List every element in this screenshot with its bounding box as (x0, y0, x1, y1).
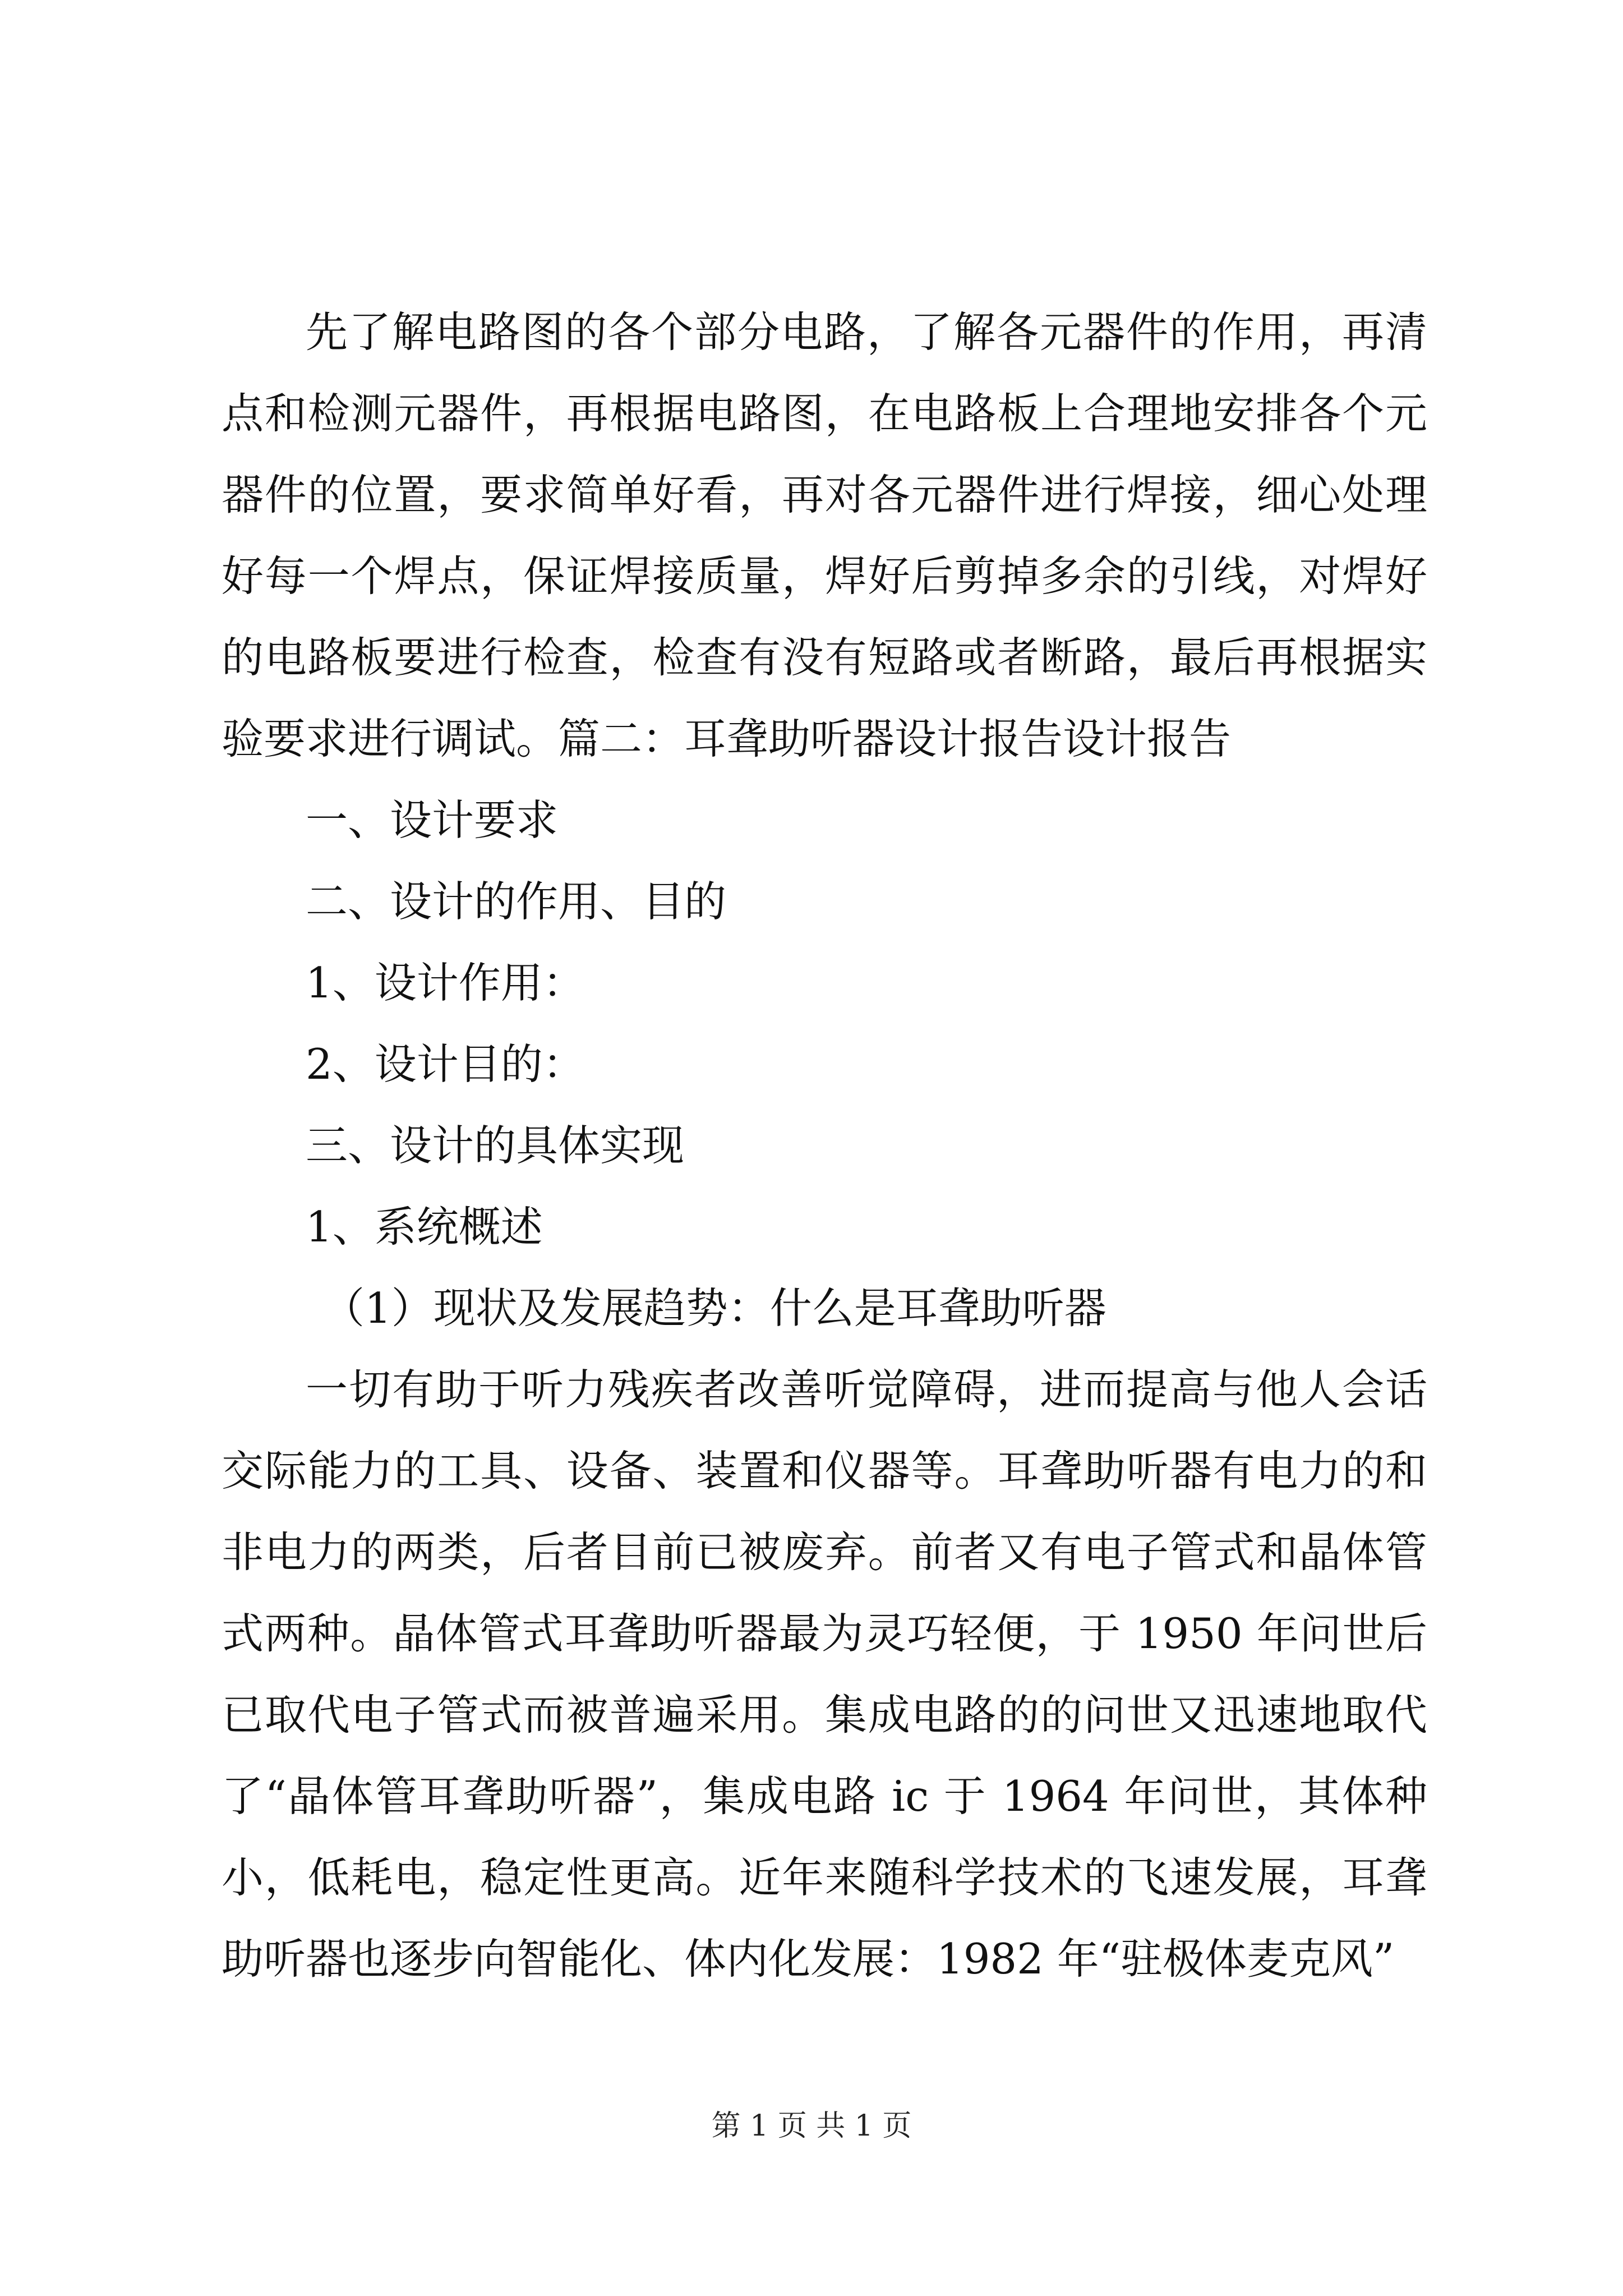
section-heading: 二、设计的作用、目的 (306, 877, 727, 926)
body-paragraph: 先了解电路图的各个部分电路，了解各元器件的作用，再清点和检测元器件，再根据电路图，在电路板上合理地安排各个元器件的位置，要求简单好看，再对各元器件进行焊接，细心处理好每一个焊点，保证焊接质量，焊好后剪掉多余的引线，对焊好的电路板要进行检查，检查有没有短路或者断路，最后再根据实验要求进行调试。篇二：耳聋助听器设计报告设计报告 (222, 307, 1427, 763)
section-heading: 一、设计要求 (306, 795, 559, 845)
page-footer: 第 1 页 共 1 页 (711, 2109, 912, 2143)
list-item: 1、系统概述 (306, 1202, 543, 1251)
list-item: 2、设计目的： (306, 1039, 585, 1089)
section-heading: 三、设计的具体实现 (306, 1121, 685, 1170)
list-item: 1、设计作用： (306, 958, 585, 1007)
body-paragraph: 一切有助于听力残疾者改善听觉障碍，进而提高与他人会话交际能力的工具、设备、装置和仪器等。耳聋助听器有电力的和非电力的两类，后者目前已被废弃。前者又有电子管式和晶体管式两种。晶体管式耳聋助听器最为灵巧轻便，于 1950 年问世后已取代电子管式而被普遍采用。集成电路的的问世又迅速地取代了“晶体管耳聋助听器”，集成电路 ic 于 1964 年问世，其体种小，低耗电，稳定性更高。近年来随科学技术的飞速发展，耳聋助听器也逐步向智能化、体内化发展：1982 年“驻极体麦克风” (222, 1365, 1427, 1984)
sub-list-item: （1）现状及发展趋势：什么是耳聋助听器 (322, 1283, 1106, 1333)
document-body (222, 292, 1427, 2000)
